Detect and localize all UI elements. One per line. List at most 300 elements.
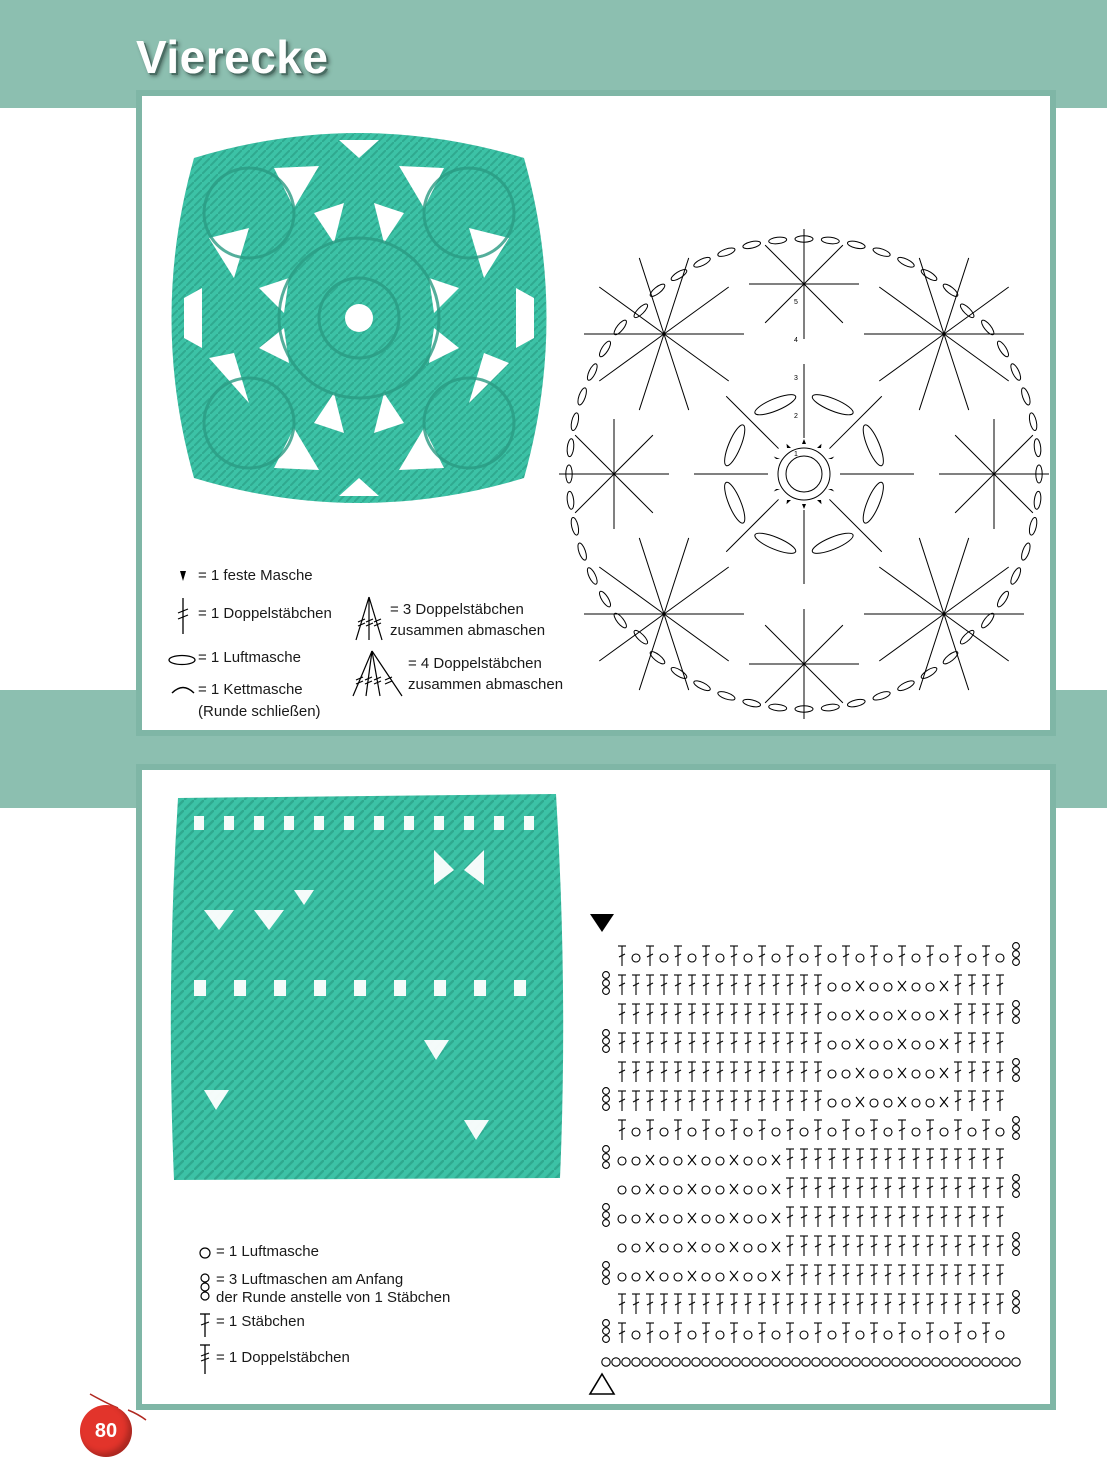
cluster-stitch: [919, 538, 944, 614]
chain-circle: [828, 1070, 836, 1078]
turning-chain-circle: [603, 1146, 610, 1153]
foundation-chain-circle: [892, 1358, 900, 1366]
chain-circle: [800, 1128, 808, 1136]
chain-circle: [660, 1244, 668, 1252]
turning-chain-circle: [1013, 1307, 1020, 1314]
outer-chain-loop: [1009, 566, 1023, 585]
legend-text: = 4 Doppelstäbchen: [408, 655, 542, 672]
chain-circle: [940, 1331, 948, 1339]
turning-chain-circle: [1013, 959, 1020, 966]
chain-circle: [716, 954, 724, 962]
chain-circle: [618, 1273, 626, 1281]
chain-circle: [618, 1157, 626, 1165]
double-crochet-stitch: [829, 499, 881, 551]
cluster-stitch: [664, 287, 729, 334]
chain-circle: [828, 983, 836, 991]
single-crochet-mark: [774, 489, 780, 492]
legend-text: = 1 Doppelstäbchen: [216, 1349, 350, 1366]
cluster-stitch: [944, 334, 969, 410]
foundation-chain-circle: [902, 1358, 910, 1366]
outer-chain-loop: [847, 698, 866, 708]
chain-circle: [884, 1041, 892, 1049]
outer-chain-loop: [821, 236, 840, 244]
outer-chain-loop: [648, 282, 666, 298]
chain-loop: [753, 529, 798, 557]
chain-circle: [702, 1186, 710, 1194]
chain-circle-icon: [198, 1246, 212, 1260]
chain-circle: [660, 1186, 668, 1194]
chain-circle: [744, 1157, 752, 1165]
turning-chain-circle: [1013, 943, 1020, 950]
turning-chain-circle: [603, 1278, 610, 1285]
foundation-chain-circle: [602, 1358, 610, 1366]
turning-chain-circle: [603, 1220, 610, 1227]
chain-circle: [660, 1128, 668, 1136]
cluster-stitch: [919, 334, 944, 410]
cluster-stitch: [804, 664, 843, 703]
motif-panel-2: [136, 764, 1056, 1410]
chain-circle: [926, 983, 934, 991]
legend-turning-chain: [198, 1270, 498, 1310]
legend-text: = 1 Luftmasche: [216, 1243, 319, 1260]
turning-chain-circle: [1013, 1133, 1020, 1140]
foundation-chain-circle: [1012, 1358, 1020, 1366]
turning-chain-circle: [603, 1046, 610, 1053]
chain-circle: [744, 1215, 752, 1223]
chain-circle: [828, 1128, 836, 1136]
chain-circle: [716, 1273, 724, 1281]
foundation-chain-circle: [642, 1358, 650, 1366]
outer-chain-loop: [1033, 438, 1041, 457]
foundation-chain-circle: [822, 1358, 830, 1366]
foundation-chain-circle: [972, 1358, 980, 1366]
chain-circle: [996, 954, 1004, 962]
outer-chain-loop: [570, 517, 580, 536]
outer-chain-loop: [1028, 517, 1038, 536]
cluster-stitch: [879, 287, 944, 334]
outer-chain-loop: [995, 590, 1010, 609]
chain-circle: [674, 1186, 682, 1194]
cluster-stitch: [804, 245, 843, 284]
chain-circle: [618, 1186, 626, 1194]
round-number-label: 5: [794, 299, 798, 306]
outer-chain-loop: [570, 412, 580, 431]
single-crochet-mark: [774, 457, 780, 460]
chain-circle: [870, 1012, 878, 1020]
outer-chain-loop: [941, 650, 959, 666]
chain-circle: [702, 1273, 710, 1281]
chain-circle: [842, 1012, 850, 1020]
cluster-stitch: [664, 334, 729, 381]
turning-chain-circle: [603, 1204, 610, 1211]
foundation-chain-circle: [952, 1358, 960, 1366]
cluster-stitch: [994, 474, 1033, 513]
chain-circle: [632, 1186, 640, 1194]
turning-chain-circle: [1013, 1299, 1020, 1306]
chain-circle: [688, 1331, 696, 1339]
outer-chain-loop: [742, 240, 761, 250]
chain-circle: [926, 1070, 934, 1078]
cluster-stitch: [944, 614, 1009, 661]
chain-circle: [856, 1331, 864, 1339]
chain-circle: [772, 1128, 780, 1136]
foundation-chain-circle: [732, 1358, 740, 1366]
chain-circle: [996, 1331, 1004, 1339]
chain-circle: [716, 1215, 724, 1223]
outer-chain-loop: [670, 268, 689, 283]
foundation-chain-circle: [722, 1358, 730, 1366]
turning-chain-circle: [1013, 1233, 1020, 1240]
foundation-chain-circle: [932, 1358, 940, 1366]
chain-circle: [884, 1070, 892, 1078]
chain-circle: [758, 1273, 766, 1281]
chain-circle: [870, 983, 878, 991]
cluster-stitch: [664, 538, 689, 614]
outer-chain-loop: [576, 387, 588, 406]
chain-loop: [810, 391, 855, 419]
legend-4-doppelstaebchen: [350, 648, 590, 700]
outer-chain-loop: [872, 690, 891, 702]
cluster-4-icon: [350, 648, 408, 700]
turning-chain-circle: [1013, 1125, 1020, 1132]
chain-circle: [632, 1244, 640, 1252]
chain-circle: [926, 1012, 934, 1020]
chain-circle: [884, 1099, 892, 1107]
outer-chain-loop: [768, 236, 787, 244]
chain-circle: [716, 1128, 724, 1136]
double-crochet-stitch: [726, 499, 778, 551]
center-ring: [786, 456, 822, 492]
outer-chain-loop: [1020, 387, 1032, 406]
foundation-chain-circle: [712, 1358, 720, 1366]
round-number-label: 4: [794, 337, 798, 344]
outer-chain-loop: [1033, 491, 1041, 510]
cluster-stitch: [614, 474, 653, 513]
outer-chain-loop: [920, 665, 939, 680]
chain-circle: [926, 1041, 934, 1049]
outer-chain-loop: [1028, 412, 1038, 431]
turning-chain-circle: [1013, 1191, 1020, 1198]
chain-circle: [842, 1041, 850, 1049]
turning-chain-circle: [603, 972, 610, 979]
outer-chain-loop: [648, 650, 666, 666]
chain-circle: [618, 1215, 626, 1223]
outer-chain-loop: [693, 679, 712, 693]
foundation-chain-circle: [762, 1358, 770, 1366]
cluster-stitch: [599, 287, 664, 334]
triangle-filled-icon: [176, 569, 190, 583]
chain-circle: [632, 1273, 640, 1281]
foundation-chain-circle: [882, 1358, 890, 1366]
turning-chain-circle: [603, 1104, 610, 1111]
turning-chain-circle: [603, 1336, 610, 1343]
chain-circle: [828, 1041, 836, 1049]
foundation-chain-circle: [852, 1358, 860, 1366]
chain-circle: [884, 954, 892, 962]
chain-loop: [721, 480, 749, 525]
outer-chain-loop: [598, 590, 613, 609]
foundation-chain-circle: [1002, 1358, 1010, 1366]
cluster-stitch: [879, 334, 944, 381]
cluster-stitch: [765, 625, 804, 664]
foundation-chain-circle: [652, 1358, 660, 1366]
outer-chain-loop: [585, 566, 599, 585]
cluster-stitch: [944, 538, 969, 614]
outer-chain-loop: [717, 690, 736, 702]
double-crochet-stitch: [829, 396, 881, 448]
foundation-chain-circle: [942, 1358, 950, 1366]
foundation-chain-circle: [802, 1358, 810, 1366]
double-crochet-icon: [176, 596, 190, 636]
turning-chain-circle: [1013, 1017, 1020, 1024]
chain-circle: [870, 1099, 878, 1107]
turning-chain-circle: [603, 980, 610, 987]
cluster-stitch: [879, 614, 944, 661]
outer-chain-loop: [598, 340, 613, 359]
chain-circle: [912, 983, 920, 991]
chain-circle: [744, 954, 752, 962]
chain-circle: [912, 1041, 920, 1049]
outer-chain-loop: [896, 679, 915, 693]
crochet-chart-circular: [554, 224, 1054, 724]
foundation-chain-circle: [992, 1358, 1000, 1366]
chain-circle: [912, 1099, 920, 1107]
round-number-label: 3: [794, 375, 798, 382]
chain-circle: [968, 1128, 976, 1136]
outer-chain-loop: [742, 698, 761, 708]
cluster-stitch: [664, 334, 689, 410]
chain-circle: [856, 954, 864, 962]
turning-chain-icon: [198, 1272, 212, 1302]
cluster-3-icon: [352, 594, 386, 644]
chain-circle: [842, 1070, 850, 1078]
turning-chain-circle: [1013, 1059, 1020, 1066]
foundation-chain-circle: [682, 1358, 690, 1366]
legend-text: = 1 feste Masche: [198, 567, 313, 584]
single-crochet-mark: [828, 489, 834, 492]
turning-chain-circle: [603, 1096, 610, 1103]
chain-circle: [702, 1157, 710, 1165]
turning-chain-circle: [603, 1320, 610, 1327]
cluster-stitch: [955, 435, 994, 474]
chain-circle: [828, 1331, 836, 1339]
foundation-chain-circle: [672, 1358, 680, 1366]
chain-circle: [912, 1128, 920, 1136]
chain-circle: [940, 954, 948, 962]
legend-3-doppelstaebchen: [352, 594, 572, 644]
chain-circle: [716, 1331, 724, 1339]
chain-circle: [856, 1128, 864, 1136]
legend-text-2: der Runde anstelle von 1 Stäbchen: [216, 1289, 451, 1306]
foundation-chain-circle: [622, 1358, 630, 1366]
foundation-chain-circle: [832, 1358, 840, 1366]
legend-text-2: zusammen abmaschen: [408, 676, 564, 693]
legend-text: = 3 Luftmaschen am Anfang: [216, 1271, 404, 1288]
chain-circle: [632, 1128, 640, 1136]
chain-circle: [674, 1157, 682, 1165]
legend-text: = 3 Doppelstäbchen: [390, 601, 524, 618]
chain-circle: [674, 1244, 682, 1252]
cluster-stitch: [575, 435, 614, 474]
chain-circle: [716, 1157, 724, 1165]
cluster-stitch: [765, 245, 804, 284]
cluster-stitch: [639, 538, 664, 614]
foundation-chain-circle: [872, 1358, 880, 1366]
foundation-chain-circle: [792, 1358, 800, 1366]
chain-circle: [758, 1157, 766, 1165]
crochet-chart-grid: [586, 908, 1046, 1404]
turning-chain-circle: [1013, 1183, 1020, 1190]
turning-chain-circle: [1013, 1075, 1020, 1082]
turning-chain-circle: [603, 1038, 610, 1045]
cluster-stitch: [955, 474, 994, 513]
turning-chain-circle: [603, 1262, 610, 1269]
foundation-chain-circle: [782, 1358, 790, 1366]
chain-circle: [660, 1215, 668, 1223]
chain-circle: [758, 1244, 766, 1252]
foundation-chain-circle: [812, 1358, 820, 1366]
cluster-stitch: [879, 567, 944, 614]
cluster-stitch: [804, 625, 843, 664]
chain-circle: [870, 1041, 878, 1049]
cluster-stitch: [664, 614, 729, 661]
chain-circle: [618, 1244, 626, 1252]
page-number: 80: [80, 1405, 132, 1457]
outer-chain-loop: [585, 363, 599, 382]
row-end-arrow-icon: [590, 1374, 614, 1394]
outer-chain-loop: [995, 340, 1010, 359]
chain-loop: [753, 391, 798, 419]
chain-circle: [940, 1128, 948, 1136]
double-crochet-stitch: [726, 396, 778, 448]
chain-circle: [884, 1331, 892, 1339]
legend-feste-masche: [176, 566, 376, 588]
cluster-stitch: [944, 287, 1009, 334]
single-crochet-mark: [817, 500, 822, 504]
cluster-stitch: [614, 435, 653, 474]
turning-chain-circle: [603, 988, 610, 995]
chain-circle: [660, 1157, 668, 1165]
chain-circle: [660, 954, 668, 962]
turning-chain-circle: [603, 1270, 610, 1277]
single-crochet-mark: [787, 444, 792, 448]
outer-chain-loop: [821, 703, 840, 711]
chain-loop: [810, 529, 855, 557]
chain-circle: [968, 954, 976, 962]
cluster-stitch: [575, 474, 614, 513]
legend-doppelstaebchen-2: [198, 1342, 398, 1376]
outer-chain-loop: [941, 282, 959, 298]
turning-chain-circle: [1013, 1291, 1020, 1298]
chain-circle: [912, 1331, 920, 1339]
turning-chain-circle: [1013, 1117, 1020, 1124]
turning-chain-circle: [1013, 1249, 1020, 1256]
chain-circle: [842, 983, 850, 991]
cluster-stitch: [639, 334, 664, 410]
turning-chain-circle: [603, 1154, 610, 1161]
chain-circle: [772, 954, 780, 962]
chain-circle: [702, 1215, 710, 1223]
chain-circle: [870, 1070, 878, 1078]
turning-chain-circle: [1013, 1009, 1020, 1016]
turning-chain-circle: [1013, 1001, 1020, 1008]
turning-chain-circle: [603, 1162, 610, 1169]
legend-luftmasche-2: [198, 1242, 398, 1264]
outer-chain-loop: [670, 665, 689, 680]
chain-circle: [884, 1128, 892, 1136]
legend-text-2: zusammen abmaschen: [390, 622, 546, 639]
turning-chain-circle: [603, 1088, 610, 1095]
single-crochet-mark: [817, 444, 822, 448]
chain-circle: [688, 954, 696, 962]
outer-chain-loop: [1020, 542, 1032, 561]
round-number-label: 1: [794, 451, 798, 458]
single-crochet-mark: [802, 439, 806, 444]
chain-circle: [926, 1099, 934, 1107]
chain-loop: [859, 423, 887, 468]
legend-text: = 1 Kettmasche: [198, 681, 303, 698]
chain-circle: [912, 1012, 920, 1020]
outer-chain-loop: [1009, 363, 1023, 382]
foundation-chain-circle: [862, 1358, 870, 1366]
chain-circle: [772, 1331, 780, 1339]
round-number-label: 2: [794, 413, 798, 420]
chain-circle: [884, 1012, 892, 1020]
turning-chain-circle: [1013, 951, 1020, 958]
legend-text-2: (Runde schließen): [198, 703, 321, 720]
slip-stitch-arc-icon: [170, 682, 196, 696]
foundation-chain-circle: [692, 1358, 700, 1366]
chain-circle: [674, 1273, 682, 1281]
chain-circle: [912, 954, 920, 962]
cluster-stitch: [599, 614, 664, 661]
motif-panel-1: [136, 90, 1056, 736]
single-crochet-mark: [828, 457, 834, 460]
page-title: Vierecke: [136, 31, 329, 83]
chain-circle: [632, 1215, 640, 1223]
crochet-square-photo-1: [154, 118, 564, 518]
chain-circle: [632, 1157, 640, 1165]
chain-circle: [660, 1331, 668, 1339]
outer-chain-loop: [920, 268, 939, 283]
outer-chain-loop: [768, 703, 787, 711]
foundation-chain-circle: [962, 1358, 970, 1366]
foundation-chain-circle: [702, 1358, 710, 1366]
outer-chain-loop: [693, 255, 712, 269]
turning-chain-circle: [1013, 1241, 1020, 1248]
chain-circle: [758, 1186, 766, 1194]
chain-circle: [758, 1215, 766, 1223]
chain-circle: [828, 1012, 836, 1020]
chain-circle: [702, 1244, 710, 1252]
legend-staebchen: [198, 1311, 398, 1339]
cluster-stitch: [664, 567, 729, 614]
turning-chain-circle: [603, 1212, 610, 1219]
single-crochet-mark: [787, 500, 792, 504]
foundation-chain-circle: [922, 1358, 930, 1366]
chain-circle: [800, 954, 808, 962]
chain-loop: [721, 423, 749, 468]
chain-circle: [744, 1273, 752, 1281]
chain-circle: [828, 954, 836, 962]
chain-circle: [744, 1128, 752, 1136]
chain-circle: [716, 1186, 724, 1194]
outer-chain-loop: [576, 542, 588, 561]
foundation-chain-circle: [842, 1358, 850, 1366]
chain-circle: [968, 1331, 976, 1339]
treble-icon: [198, 1311, 212, 1339]
legend-luftmasche-1: [166, 648, 366, 670]
